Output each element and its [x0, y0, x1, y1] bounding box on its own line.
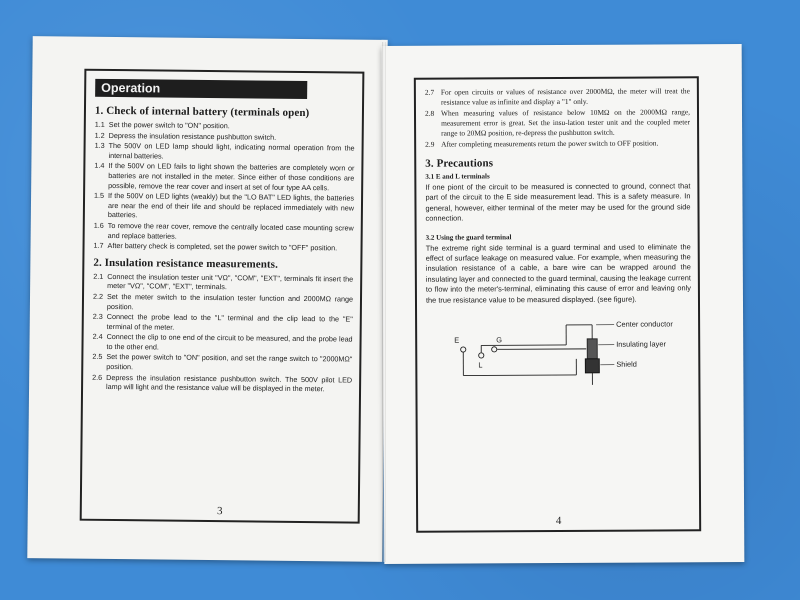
item-text: Connect the probe lead to the "L" terminal and the clip lead to the "E" terminal of the meter.: [106, 312, 353, 332]
list-item: [425, 86, 690, 107]
page-number: 4: [555, 515, 562, 528]
center-fold: [382, 42, 386, 562]
section-3-title: 3. Precautions: [425, 157, 494, 170]
section-2-title: 2. Insulation resistance measurements.: [93, 256, 279, 271]
item-number: 2.2: [92, 291, 104, 301]
right-page-frame: [414, 76, 701, 532]
left-page-frame: [80, 69, 365, 524]
list-item: [94, 241, 354, 253]
list-item: [425, 138, 690, 149]
item-number: 1.3: [94, 140, 105, 151]
terminal-l-circle: [479, 353, 484, 358]
figure-label-insulating-layer: Insulating layer: [616, 339, 666, 349]
item-number: 2.4: [92, 332, 103, 342]
item-number: 2.5: [92, 352, 103, 362]
item-text: Connect the insulation tester unit "VΩ", "COM", "EXT", terminals fit insert the meter "VΩ", "COM", "EXT", terminals.: [107, 271, 354, 292]
item-text: To remove the rear cover, remove the centrally located case mounting screw and replace batteries.: [107, 220, 354, 241]
item-number: 1.7: [93, 240, 104, 251]
list-item: [94, 221, 354, 243]
right-page: [382, 44, 745, 564]
list-item: [94, 191, 354, 223]
terminal-e-circle: [461, 347, 466, 352]
item-text: The 500V on LED lamp should light, indicating normal operation from the internal batteries.: [108, 141, 355, 161]
list-item: [93, 312, 353, 334]
list-item: [93, 272, 353, 294]
page-number: 3: [216, 505, 223, 518]
item-number: 2.8: [424, 108, 435, 118]
subsection-3-1-title: 3.1 E and L terminals: [425, 172, 490, 181]
item-text: For open circuits or values of resistance over 2000MΩ, the meter will treat the resistance value as infinite and display a "1" only.: [440, 86, 690, 107]
item-text: If the 500V on LED fails to light shown the batteries are completely worn or batteries are not installed in the meter. Since either of those conditions are possible, remove the rear cover and insert at set of four type AA cells.: [108, 161, 355, 192]
item-number: 2.7: [424, 87, 435, 97]
item-number: 2.9: [425, 139, 435, 149]
figure-label-l: L: [478, 360, 483, 370]
terminal-g-circle: [492, 347, 497, 352]
item-text: If the 500V on LED lights (weakly) but the "LO BAT" LED lights, the batteries are near the end of their life and should be replaced immediately with new batteries.: [107, 191, 355, 220]
left-page: [27, 36, 387, 562]
list-item: [92, 332, 352, 354]
figure-label-e: E: [454, 335, 460, 345]
item-text: Connect the clip to one end of the circuit to be measured, and the probe lead to the other end.: [106, 332, 353, 352]
figure-label-g: G: [496, 335, 502, 345]
item-number: 1.2: [94, 130, 105, 140]
item-number: 1.4: [94, 161, 105, 171]
item-text: Depress the insulation resistance pushbutton switch.: [108, 130, 277, 142]
figure-label-center-conductor: Center conductor: [616, 319, 673, 329]
item-text: After battery check is completed, set the power switch to "OFF" position.: [107, 241, 338, 253]
list-item: [92, 352, 352, 374]
section-2-list: [92, 272, 353, 395]
subsection-3-2-title: 3.2 Using the guard terminal: [425, 232, 512, 242]
list-item: [425, 107, 690, 138]
item-text: After completing measurements return the power switch to OFF position.: [441, 138, 659, 149]
list-item: [92, 372, 352, 394]
subsection-3-2-text: The extreme right side terminal is a guard terminal and used to eliminate the effect of surface leakage on measured value. For example, when measuring the insulation resistance of a cable, a bare wire can be wrapped around the insulating layer and connected to the guard terminal, causing the leakage current to flow into the meter's-terminal, eliminating this cause of error and leaving only the true resistance value to be measured displayed. (see figure).: [425, 241, 691, 305]
item-text: When measuring values of resistance below 10MΩ on the 2000MΩ range, measurement error is great. Set the insu-lation tester unit and the coupled meter range to 20MΩ position, re-depress the pushbutton switch.: [440, 107, 691, 138]
item-number: 1.6: [93, 220, 104, 230]
section-1-title: 1. Check of internal battery (terminals open): [94, 104, 310, 120]
list-item: [94, 141, 354, 163]
item-number: 1.5: [94, 190, 105, 201]
item-number: 1.1: [94, 119, 105, 129]
item-number: 2.3: [92, 311, 103, 321]
figure-label-shield: Shield: [616, 359, 637, 369]
section-1-list: [94, 120, 355, 253]
continued-list: [425, 86, 690, 149]
item-text: Set the power switch to "ON" position, and set the range switch to "2000MΩ" position.: [106, 352, 353, 372]
guard-terminal-figure: [426, 314, 691, 395]
item-text: Set the meter switch to the insulation tester function and 2000MΩ range position.: [106, 291, 354, 311]
list-item: [93, 292, 353, 314]
list-item: [94, 161, 354, 193]
operation-banner: Operation: [95, 79, 307, 99]
item-number: 2.6: [92, 372, 103, 382]
item-number: 2.1: [93, 271, 104, 281]
subsection-3-1-text: If one piont of the circuit to be measured is connected to ground, connect that part of the circuit to the E side measurement lead. This is a safety measure. In general, however, either terminal of the meter may be used for the ground side connection.: [425, 181, 691, 223]
item-text: Depress the insulation resistance pushbutton switch. The 500V pilot LED lamp will light and the resistance value will be displayed in the meter.: [106, 372, 353, 394]
item-text: Set the power switch to "ON" position.: [108, 119, 230, 131]
